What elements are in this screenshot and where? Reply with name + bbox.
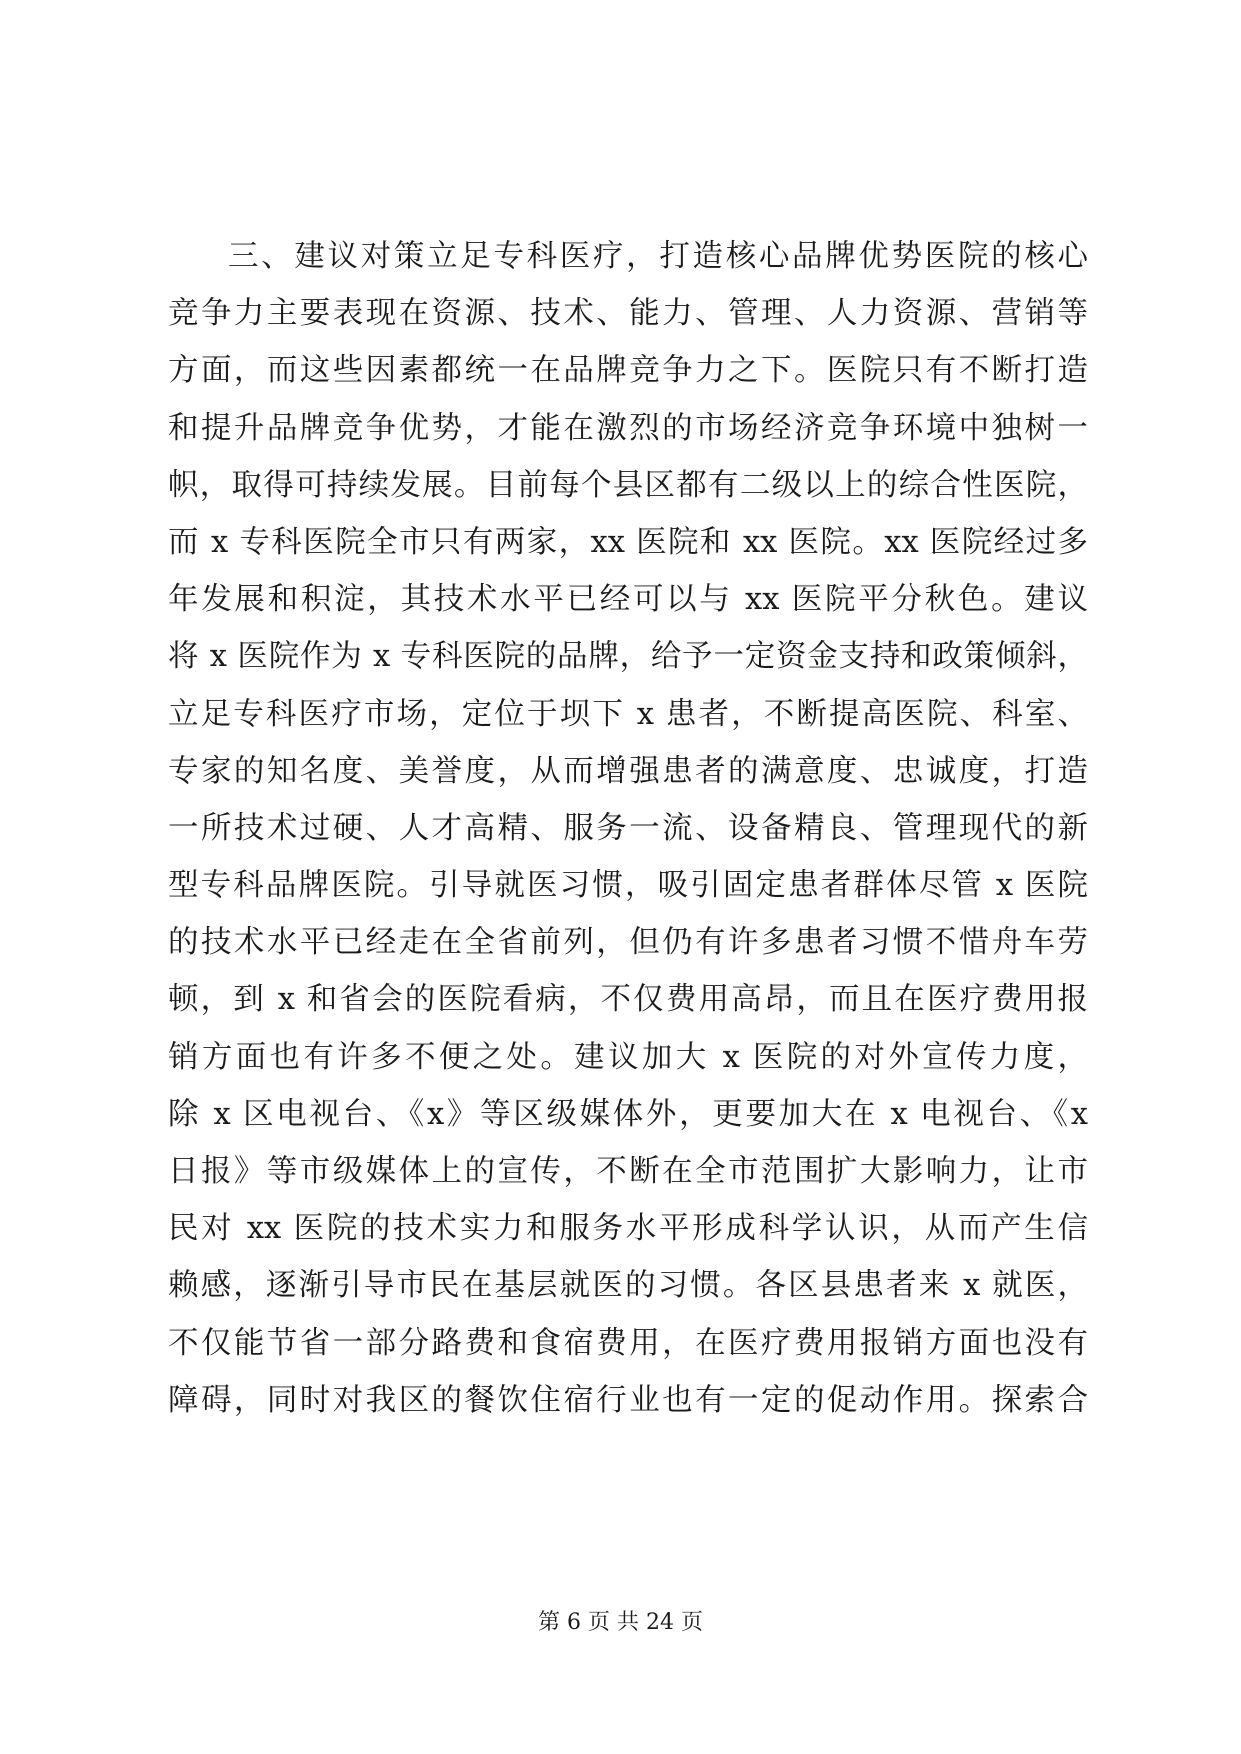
- paragraph-line: 专家的知名度、美誉度，从而增强患者的满意度、忠诚度，打造: [168, 753, 1088, 789]
- paragraph-line: 日报》等市级媒体上的宣传，不断在全市范围扩大影响力，让市: [168, 1154, 1088, 1189]
- paragraph-line: 和提升品牌竞争优势，才能在激烈的市场经济竞争环境中独树一: [168, 410, 1088, 446]
- paragraph-line: 障碍，同时对我区的餐饮住宿行业也有一定的促动作用。探索合: [168, 1382, 1088, 1418]
- paragraph-line: 除 x 区电视台、《x》等区级媒体外，更要加大在 x 电视台、《x: [168, 1096, 1088, 1132]
- paragraph-line: 三、建议对策立足专科医疗，打造核心品牌优势医院的核心: [228, 239, 1088, 274]
- paragraph-line: 将 x 医院作为 x 专科医院的品牌，给予一定资金支持和政策倾斜，: [168, 639, 1088, 675]
- paragraph-line: 赖感，逐渐引导市民在基层就医的习惯。各区县患者来 x 就医，: [168, 1268, 1088, 1304]
- paragraph-line: 不仅能节省一部分路费和食宿费用，在医疗费用报销方面也没有: [168, 1325, 1088, 1361]
- paragraph-line: 立足专科医疗市场，定位于坝下 x 患者，不断提高医院、科室、: [168, 696, 1088, 732]
- paragraph-line: 民对 xx 医院的技术实力和服务水平形成科学认识，从而产生信: [168, 1211, 1088, 1247]
- paragraph-line: 型专科品牌医院。引导就医习惯，吸引固定患者群体尽管 x 医院: [168, 868, 1088, 904]
- paragraph-line: 的技术水平已经走在全省前列，但仍有许多患者习惯不惜舟车劳: [168, 925, 1088, 961]
- paragraph-line: 顿，到 x 和省会的医院看病，不仅费用高昂，而且在医疗费用报: [168, 982, 1088, 1018]
- paragraph-line: 一所技术过硬、人才高精、服务一流、设备精良、管理现代的新: [168, 810, 1088, 846]
- paragraph-line: 年发展和积淀，其技术水平已经可以与 xx 医院平分秋色。建议: [168, 582, 1088, 618]
- body-paragraph: [168, 228, 1088, 1429]
- paragraph-line: 方面，而这些因素都统一在品牌竞争力之下。医院只有不断打造: [168, 353, 1088, 389]
- page-number-footer: 第 6 页 共 24 页: [538, 1610, 703, 1635]
- paragraph-line: 销方面也有许多不便之处。建议加大 x 医院的对外宣传力度，: [168, 1039, 1088, 1075]
- paragraph-line: 而 x 专科医院全市只有两家，xx 医院和 xx 医院。xx 医院经过多: [168, 524, 1088, 560]
- paragraph-line: 竞争力主要表现在资源、技术、能力、管理、人力资源、营销等: [168, 296, 1088, 332]
- paragraph-line: 帜，取得可持续发展。目前每个县区都有二级以上的综合性医院，: [168, 467, 1088, 503]
